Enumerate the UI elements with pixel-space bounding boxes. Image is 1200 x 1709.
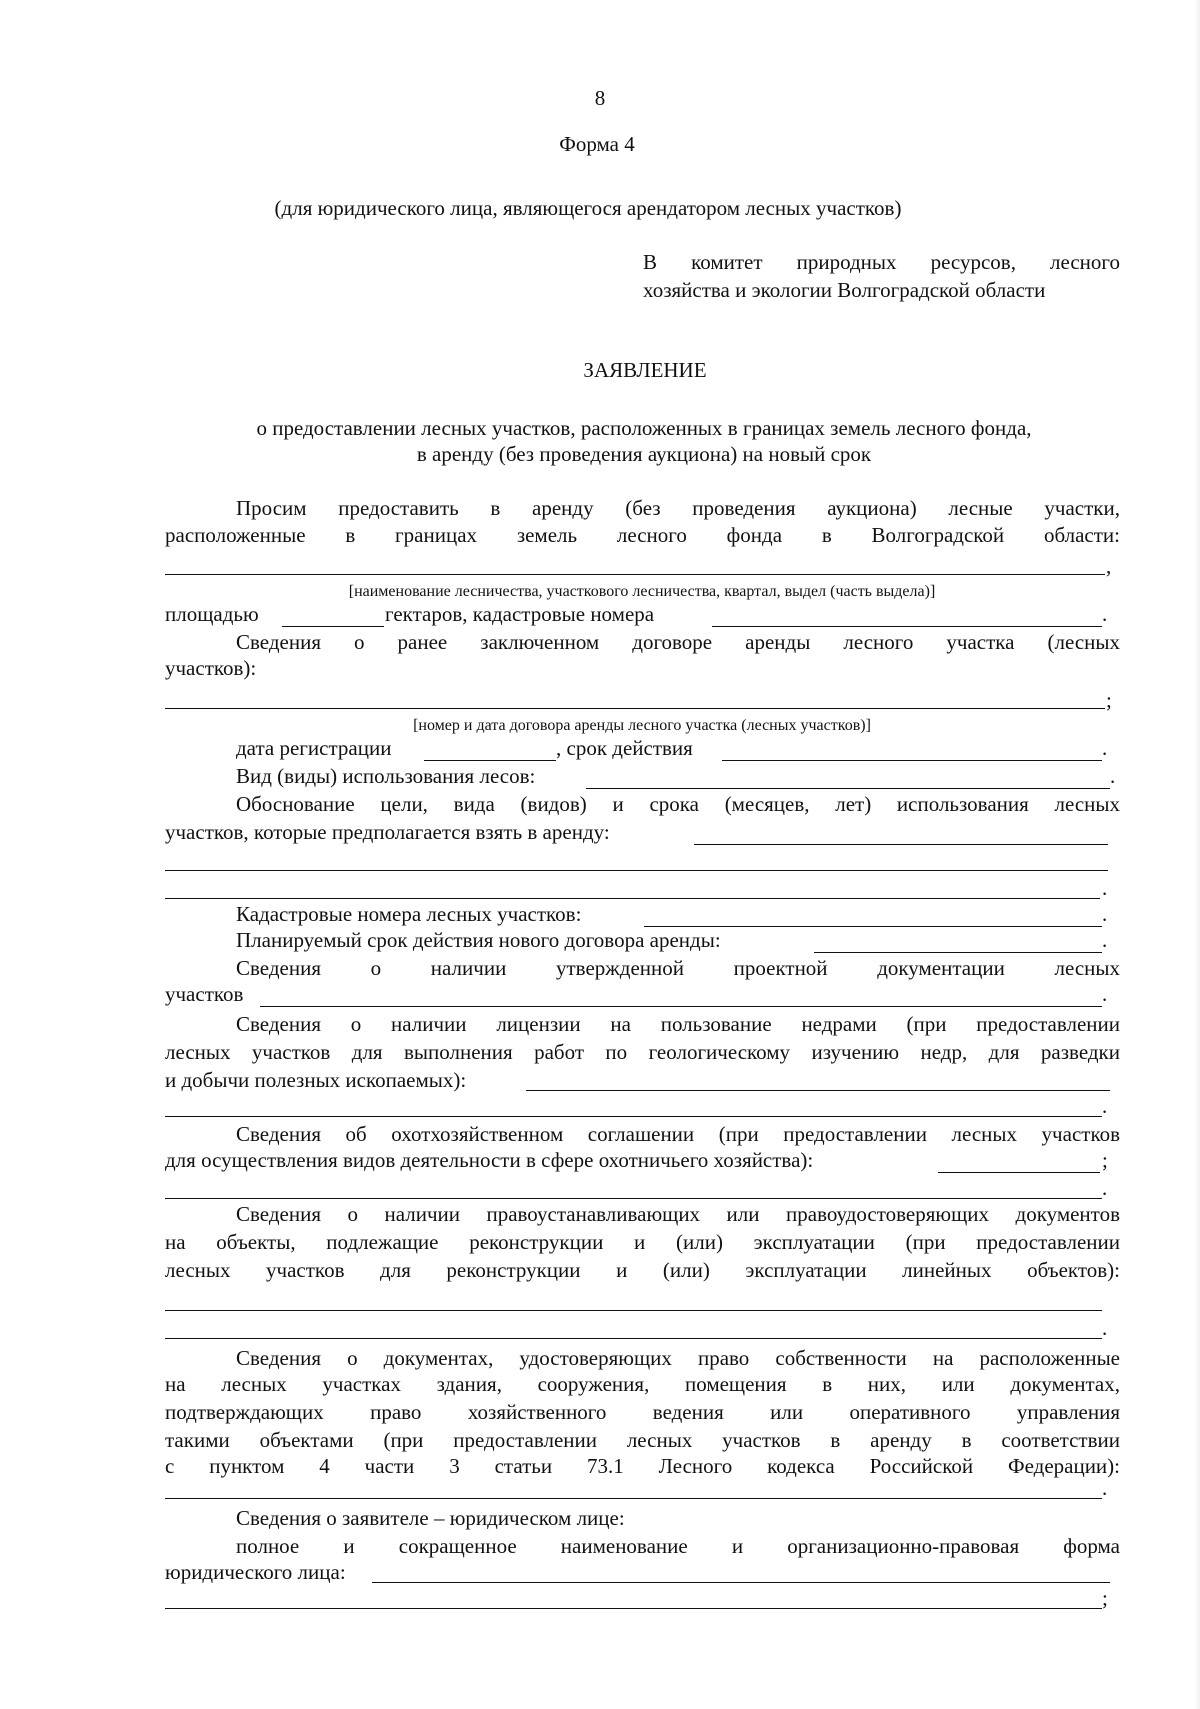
addressee-line-2: хозяйства и экологии Волгоградской области	[643, 278, 1046, 302]
license-line-2: лесных участков для выполнения работ по геологическому изучению недр, для разведки	[165, 1040, 1120, 1064]
period-mark: .	[1102, 602, 1108, 626]
period-mark: .	[1102, 1176, 1108, 1200]
license-blank-2	[165, 1116, 1102, 1117]
term-label: , срок действия	[556, 736, 693, 760]
license-line-1: Сведения о наличии лицензии на пользование недрами (при предоставлении	[236, 1012, 1120, 1036]
contract-line-2: участков):	[165, 656, 257, 680]
owner-line-5: с пунктом 4 части 3 статьи 73.1 Лесного кодекса Российской Федерации):	[165, 1454, 1120, 1478]
request-line-2: расположенные в границах земель лесного фонда в Волгоградской области:	[165, 523, 1120, 547]
project-doc-line-2: участков	[165, 982, 244, 1006]
forestry-blank	[165, 574, 1105, 575]
rights-line-3: лесных участков для реконструкции и (или) эксплуатации линейных объектов):	[165, 1258, 1120, 1282]
hunting-line-2: для осуществления видов деятельности в сфере охотничьего хозяйства):	[165, 1148, 814, 1172]
rights-blank-2	[165, 1338, 1102, 1339]
period-mark: .	[1102, 1316, 1108, 1340]
scan-edge	[1194, 0, 1200, 1709]
rights-line-1: Сведения о наличии правоустанавливающих или правоудостоверяющих документов	[236, 1202, 1120, 1226]
document-subheading-1: о предоставлении лесных участков, расположенных в границах земель лесного фонда,	[256, 416, 1032, 440]
contract-line-1: Сведения о ранее заключенном договоре аренды лесного участка (лесных	[236, 630, 1120, 654]
semicolon-mark: ;	[1102, 1586, 1108, 1610]
project-doc-line-1: Сведения о наличии утвержденной проектной документации лесных	[236, 956, 1120, 980]
comma-mark: ,	[1106, 554, 1112, 578]
period-mark: .	[1102, 982, 1108, 1006]
justify-line-2: участков, которые предполагается взять в аренду:	[165, 820, 610, 844]
document-heading: ЗАЯВЛЕНИЕ	[583, 358, 707, 382]
justify-line-1: Обоснование цели, вида (видов) и срока (месяцев, лет) использования лесных	[236, 792, 1120, 816]
planned-term-blank	[814, 952, 1102, 953]
owner-line-3: подтверждающих право хозяйственного ведения или оперативного управления	[165, 1400, 1120, 1424]
request-line-1: Просим предоставить в аренду (без проведения аукциона) лесные участки,	[236, 496, 1120, 520]
addressee-line-1: В комитет природных ресурсов, лесного	[643, 250, 1120, 274]
period-mark: .	[1102, 1476, 1108, 1500]
period-mark: .	[1110, 764, 1116, 788]
project-doc-blank	[260, 1006, 1102, 1007]
name-line-1: полное и сокращенное наименование и организационно-правовая форма	[236, 1534, 1120, 1558]
contract-hint: [номер и дата договора аренды лесного участка (лесных участков)]	[413, 717, 871, 734]
forestry-hint: [наименование лесничества, участкового лесничества, квартал, выдел (часть выдела)]	[348, 583, 936, 600]
license-line-3: и добычи полезных ископаемых):	[165, 1068, 467, 1092]
name-line-2: юридического лица:	[165, 1560, 346, 1584]
form-label: Форма 4	[559, 132, 635, 156]
area-suffix: гектаров, кадастровые номера	[385, 602, 655, 626]
area-blank	[282, 626, 384, 627]
semicolon-mark: ;	[1102, 1148, 1108, 1172]
term-blank	[722, 760, 1102, 761]
justify-blank-3	[165, 898, 1100, 899]
cadastral-blank-2	[644, 926, 1102, 927]
planned-term-label: Планируемый срок действия нового договора аренды:	[236, 928, 721, 952]
owner-blank	[165, 1498, 1102, 1499]
reg-date-blank	[424, 760, 556, 761]
license-blank-1	[526, 1090, 1110, 1091]
semicolon-mark: ;	[1106, 688, 1112, 712]
use-kind-blank	[586, 788, 1110, 789]
cadastral-label: Кадастровые номера лесных участков:	[236, 902, 582, 926]
name-blank-1	[372, 1582, 1110, 1583]
rights-line-2: на объекты, подлежащие реконструкции и (или) эксплуатации (при предоставлении	[165, 1230, 1120, 1254]
document-subheading-2: в аренду (без проведения аукциона) на новый срок	[416, 442, 872, 466]
justify-blank-2	[165, 870, 1108, 871]
justify-blank-1	[694, 844, 1108, 845]
use-kind-label: Вид (виды) использования лесов:	[236, 764, 536, 788]
period-mark: .	[1102, 876, 1108, 900]
period-mark: .	[1102, 902, 1108, 926]
period-mark: .	[1102, 928, 1108, 952]
rights-blank-1	[165, 1310, 1102, 1311]
hunting-blank-1	[938, 1172, 1100, 1173]
applicant-heading: Сведения о заявителе – юридическом лице:	[236, 1506, 625, 1530]
owner-line-4: такими объектами (при предоставлении лесных участков в аренду в соответствии	[165, 1428, 1120, 1452]
reg-date-label: дата регистрации	[236, 736, 392, 760]
contract-blank	[165, 708, 1105, 709]
page-number: 8	[594, 86, 606, 110]
period-mark: .	[1102, 736, 1108, 760]
owner-line-2: на лесных участках здания, сооружения, помещения в них, или документах,	[165, 1372, 1120, 1396]
hunting-line-1: Сведения об охотхозяйственном соглашении (при предоставлении лесных участков	[236, 1122, 1120, 1146]
owner-line-1: Сведения о документах, удостоверяющих право собственности на расположенные	[236, 1346, 1120, 1370]
cadastral-blank-1	[712, 626, 1102, 627]
area-prefix: площадью	[165, 602, 259, 626]
hunting-blank-2	[165, 1198, 1102, 1199]
form-subtitle: (для юридического лица, являющегося арендатором лесных участков)	[274, 196, 902, 220]
name-blank-2	[165, 1608, 1102, 1609]
period-mark: .	[1102, 1094, 1108, 1118]
